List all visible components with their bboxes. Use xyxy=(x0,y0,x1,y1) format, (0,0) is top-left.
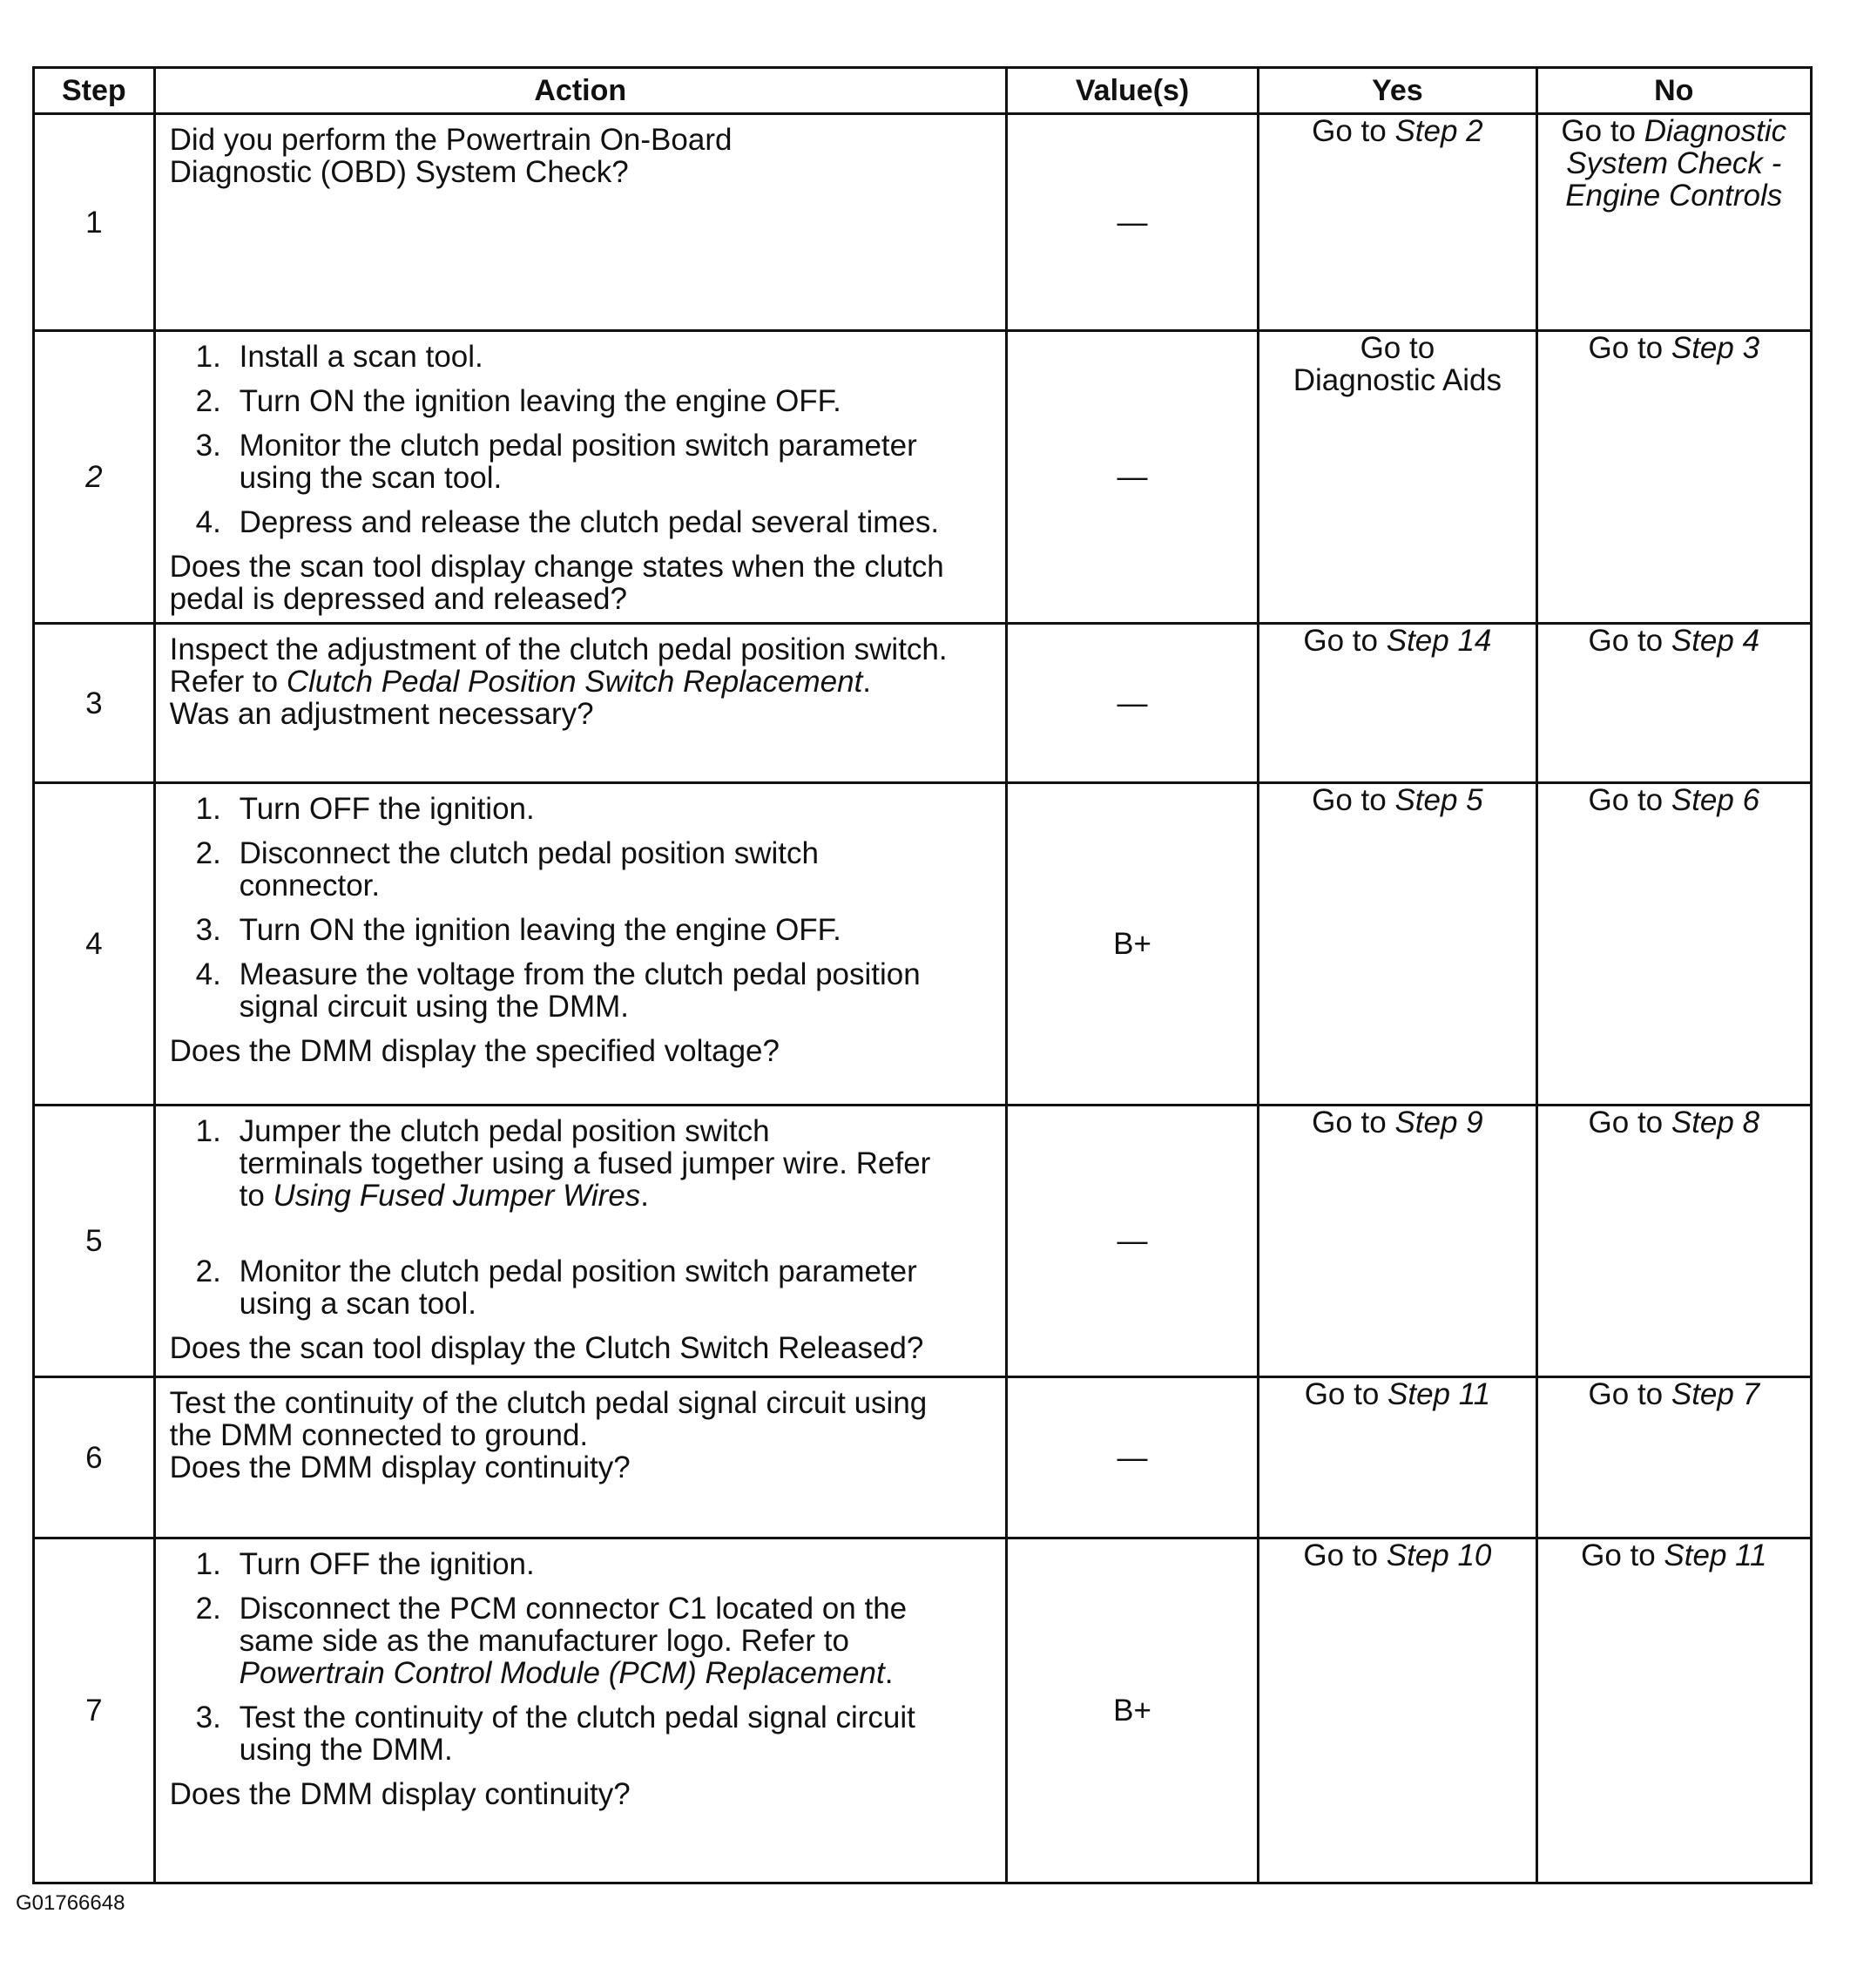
action-question: Does the DMM display continuity? xyxy=(169,1450,631,1484)
no-prefix: Go to xyxy=(1588,1377,1671,1411)
list-item xyxy=(170,341,991,373)
figure-id: G01766648 xyxy=(16,1891,125,1915)
header-values: Value(s) xyxy=(1006,68,1258,114)
list-item xyxy=(170,385,991,417)
item-ref-suffix: . xyxy=(640,1179,650,1213)
value-cell: — xyxy=(1006,114,1258,331)
no-cell xyxy=(1536,783,1811,1106)
yes-cell xyxy=(1259,1377,1536,1538)
no-link[interactable]: Step 7 xyxy=(1671,1377,1760,1411)
item-text: Disconnect the PCM connector C1 located on the same side as the manufacturer logo. Refer to xyxy=(239,1592,908,1658)
no-prefix: Go to xyxy=(1588,783,1671,817)
action-text xyxy=(170,633,991,698)
no-cell xyxy=(1536,1106,1811,1377)
yes-cell xyxy=(1259,1106,1536,1377)
list-item xyxy=(170,793,991,825)
list-item xyxy=(170,914,991,946)
action-question: Does the scan tool display change states when the clutch pedal is depressed and released? xyxy=(169,550,944,616)
item-number: 4. xyxy=(195,505,221,539)
header-row xyxy=(34,68,1812,114)
no-link[interactable]: Step 4 xyxy=(1671,624,1760,658)
list-item xyxy=(170,958,991,1023)
yes-cell xyxy=(1259,1538,1536,1883)
value-cell: B+ xyxy=(1006,1538,1258,1883)
item-text: Turn OFF the ignition. xyxy=(239,1547,535,1581)
no-cell xyxy=(1536,1377,1811,1538)
yes-link[interactable]: Step 11 xyxy=(1388,1377,1491,1411)
yes-cell xyxy=(1259,783,1536,1106)
item-text: Turn OFF the ignition. xyxy=(239,792,535,826)
step-number: 2 xyxy=(34,331,155,624)
action-cell xyxy=(154,783,1006,1106)
value-cell: — xyxy=(1006,1377,1258,1538)
step-number: 3 xyxy=(34,624,155,783)
step-number: 5 xyxy=(34,1106,155,1377)
step-number: 6 xyxy=(34,1377,155,1538)
no-prefix: Go to xyxy=(1588,624,1671,658)
action-cell xyxy=(154,1538,1006,1883)
list-item xyxy=(170,837,991,902)
no-link[interactable]: Step 3 xyxy=(1671,331,1760,365)
no-prefix: Go to xyxy=(1581,1538,1664,1572)
item-number: 3. xyxy=(195,429,221,463)
value-cell: B+ xyxy=(1006,783,1258,1106)
action-list xyxy=(170,793,991,1035)
table-row xyxy=(34,624,1812,783)
action-question: Does the DMM display the specified voltage? xyxy=(169,1034,780,1068)
header-yes: Yes xyxy=(1259,68,1536,114)
action-question: Does the DMM display continuity? xyxy=(169,1777,631,1811)
item-ref-link[interactable]: Powertrain Control Module (PCM) Replacement xyxy=(239,1656,885,1690)
item-number: 1. xyxy=(195,792,221,826)
yes-link[interactable]: Go to Diagnostic Aids xyxy=(1293,331,1502,397)
no-prefix: Go to xyxy=(1561,114,1644,148)
table-row xyxy=(34,1538,1812,1883)
item-number: 2. xyxy=(195,384,221,418)
no-cell xyxy=(1536,114,1811,331)
action-cell xyxy=(154,624,1006,783)
table-row xyxy=(34,783,1812,1106)
table-row xyxy=(34,1377,1812,1538)
yes-link[interactable]: Step 2 xyxy=(1394,114,1483,148)
yes-link[interactable]: Step 9 xyxy=(1394,1106,1483,1139)
table-row xyxy=(34,114,1812,331)
no-cell xyxy=(1536,624,1811,783)
action-list xyxy=(170,1115,991,1332)
value-cell: — xyxy=(1006,624,1258,783)
list-item xyxy=(170,506,991,538)
yes-cell xyxy=(1259,114,1536,331)
no-prefix: Go to xyxy=(1588,331,1671,365)
item-text: Monitor the clutch pedal position switch parameter using a scan tool. xyxy=(239,1254,917,1321)
yes-prefix: Go to xyxy=(1312,783,1395,817)
item-number: 4. xyxy=(195,957,221,991)
item-ref-suffix: . xyxy=(884,1656,894,1690)
table-row xyxy=(34,331,1812,624)
item-text: Measure the voltage from the clutch pedal position signal circuit using the DMM. xyxy=(239,957,921,1024)
action-cell xyxy=(154,331,1006,624)
item-number: 3. xyxy=(195,1701,221,1734)
step-number: 7 xyxy=(34,1538,155,1883)
item-number: 2. xyxy=(195,1592,221,1626)
value-cell: — xyxy=(1006,331,1258,624)
no-link[interactable]: Diagnostic System Check - Engine Controls xyxy=(1565,114,1787,213)
item-number: 3. xyxy=(195,913,221,947)
item-ref-link[interactable]: Using Fused Jumper Wires xyxy=(273,1179,641,1213)
item-text: Test the continuity of the clutch pedal signal circuit using the DMM. xyxy=(239,1701,915,1767)
header-no: No xyxy=(1536,68,1811,114)
yes-prefix: Go to xyxy=(1303,1538,1387,1572)
action-ref-suffix: . xyxy=(862,665,872,699)
action-list xyxy=(170,1548,991,1778)
item-text: Jumper the clutch pedal position switch terminals together using a fused jumper wire. Refer to xyxy=(239,1114,931,1213)
list-item xyxy=(170,1255,991,1320)
list-item xyxy=(170,1701,991,1766)
yes-link[interactable]: Step 5 xyxy=(1394,783,1483,817)
yes-prefix: Go to xyxy=(1304,1377,1388,1411)
no-cell xyxy=(1536,1538,1811,1883)
list-item xyxy=(170,1592,991,1689)
list-item xyxy=(170,429,991,494)
no-prefix: Go to xyxy=(1588,1106,1671,1139)
step-number: 4 xyxy=(34,783,155,1106)
item-number: 1. xyxy=(195,1547,221,1581)
yes-cell xyxy=(1259,624,1536,783)
action-ref-link[interactable]: Clutch Pedal Position Switch Replacement xyxy=(286,665,863,699)
yes-prefix: Go to xyxy=(1312,114,1395,148)
yes-prefix: Go to xyxy=(1303,624,1387,658)
item-text: Monitor the clutch pedal position switch parameter using the scan tool. xyxy=(239,429,917,495)
action-cell xyxy=(154,1377,1006,1538)
action-text: Did you perform the Powertrain On-Board Diagnostic (OBD) System Check? xyxy=(169,123,733,189)
yes-cell xyxy=(1259,331,1536,624)
item-text: Turn ON the ignition leaving the engine OFF. xyxy=(239,384,841,418)
action-text: Test the continuity of the clutch pedal signal circuit using the DMM connected to ground. xyxy=(169,1386,928,1452)
item-number: 2. xyxy=(195,836,221,870)
table-row xyxy=(34,1106,1812,1377)
item-text: Turn ON the ignition leaving the engine OFF. xyxy=(239,913,841,947)
item-text: Install a scan tool. xyxy=(239,340,483,374)
action-intro: Inspect the adjustment of the clutch pedal position switch. Refer to xyxy=(169,632,948,699)
action-question: Was an adjustment necessary? xyxy=(169,697,594,731)
action-question: Does the scan tool display the Clutch Switch Released? xyxy=(169,1331,924,1365)
item-text: Depress and release the clutch pedal several times. xyxy=(239,505,940,539)
diagnostic-table xyxy=(32,66,1813,1884)
action-cell xyxy=(154,1106,1006,1377)
yes-link[interactable]: Step 14 xyxy=(1386,624,1492,658)
item-number: 2. xyxy=(195,1254,221,1288)
no-link[interactable]: Step 6 xyxy=(1671,783,1760,817)
item-number: 1. xyxy=(195,340,221,374)
header-action: Action xyxy=(154,68,1006,114)
header-step: Step xyxy=(34,68,155,114)
action-cell xyxy=(154,114,1006,331)
item-text: Disconnect the clutch pedal position switch connector. xyxy=(239,836,819,903)
yes-prefix: Go to xyxy=(1312,1106,1395,1139)
no-link[interactable]: Step 8 xyxy=(1671,1106,1760,1139)
no-link[interactable]: Step 11 xyxy=(1664,1538,1767,1572)
list-item xyxy=(170,1115,991,1212)
yes-link[interactable]: Step 10 xyxy=(1386,1538,1492,1572)
step-number: 1 xyxy=(34,114,155,331)
no-cell xyxy=(1536,331,1811,624)
list-item xyxy=(170,1548,991,1580)
action-list xyxy=(170,341,991,551)
item-number: 1. xyxy=(195,1114,221,1148)
value-cell: — xyxy=(1006,1106,1258,1377)
